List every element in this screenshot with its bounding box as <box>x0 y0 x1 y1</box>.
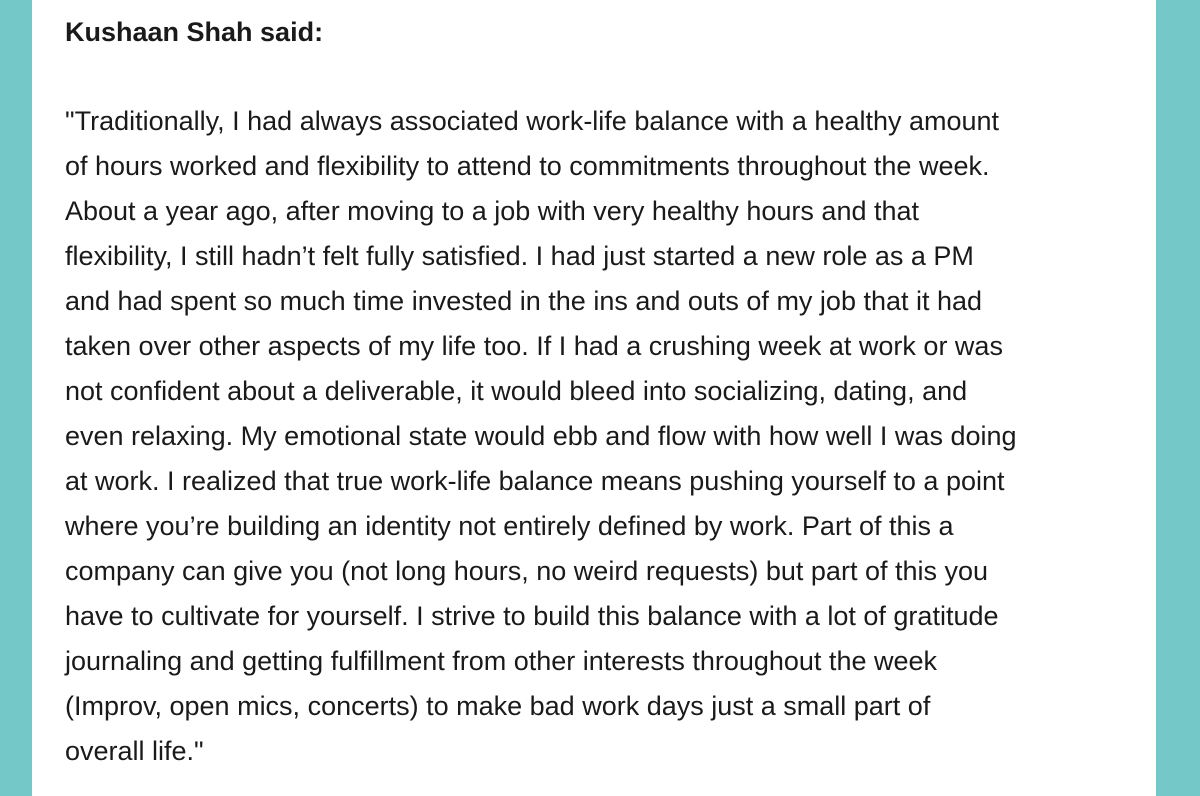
quote-line: not confident about a deliverable, it would bleed into socializing, dating, and <box>65 376 968 406</box>
quote-paragraph <box>65 99 1017 774</box>
quote-line: journaling and getting fulfillment from other interests throughout the week <box>65 646 938 676</box>
quote-line: even relaxing. My emotional state would ebb and flow with how well I was doing <box>65 421 1017 451</box>
quote-line: where you’re building an identity not entirely defined by work. Part of this a <box>65 511 954 541</box>
quote-line: have to cultivate for yourself. I strive to build this balance with a lot of gratitude <box>65 601 999 631</box>
quote-line: of hours worked and flexibility to attend to commitments throughout the week. <box>65 151 990 181</box>
quote-line: About a year ago, after moving to a job with very healthy hours and that <box>65 196 920 226</box>
content-panel <box>32 0 1156 796</box>
quote-line: overall life." <box>65 736 204 766</box>
quote-line: taken over other aspects of my life too. If I had a crushing week at work or was <box>65 331 1003 361</box>
quote-line: at work. I realized that true work-life balance means pushing yourself to a point <box>65 466 1005 496</box>
quote-line: flexibility, I still hadn’t felt fully satisfied. I had just started a new role as a PM <box>65 241 974 271</box>
quote-line: company can give you (not long hours, no weird requests) but part of this you <box>65 556 989 586</box>
quote-line: (Improv, open mics, concerts) to make bad work days just a small part of <box>65 691 931 721</box>
author-heading: Kushaan Shah said: <box>65 17 324 47</box>
quote-line: "Traditionally, I had always associated work-life balance with a healthy amount <box>65 106 1000 136</box>
quote-line: and had spent so much time invested in the ins and outs of my job that it had <box>65 286 983 316</box>
